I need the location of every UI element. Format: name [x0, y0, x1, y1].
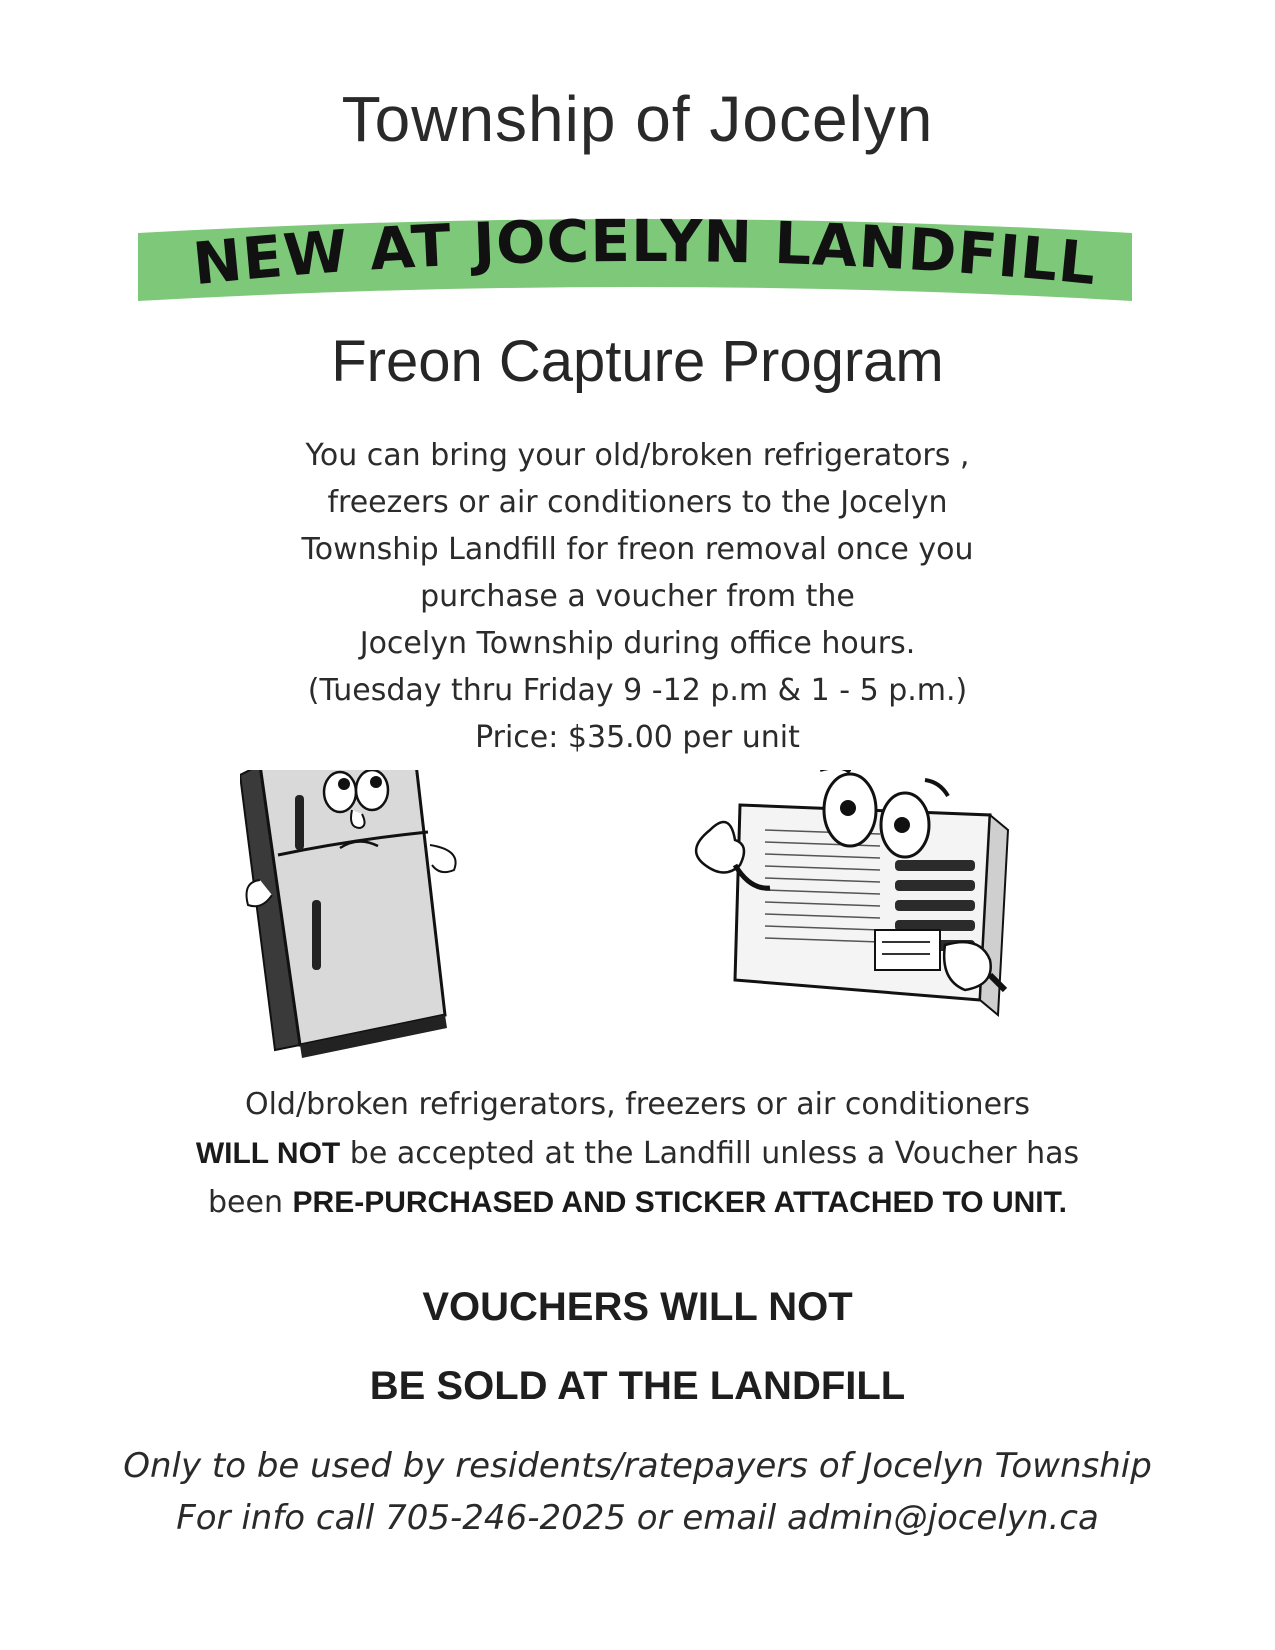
- notice-line-2: [0, 1129, 1275, 1178]
- intro-line: You can bring your old/broken refrigerators ,: [305, 438, 970, 473]
- refrigerator-icon: [240, 770, 490, 1060]
- footer-info: [0, 1440, 1275, 1544]
- warning-line-2: BE SOLD AT THE LANDFILL: [369, 1364, 906, 1408]
- intro-line: Township Landfill for freon removal once you: [301, 532, 974, 567]
- voucher-warning: [0, 1268, 1275, 1426]
- intro-line: Jocelyn Township during office hours.: [359, 626, 916, 661]
- intro-text: [0, 432, 1275, 761]
- banner-graphic: [130, 205, 1150, 325]
- intro-line: purchase a voucher from the: [420, 579, 855, 614]
- air-conditioner-icon: [690, 770, 1050, 1050]
- notice-emphasis-will-not: WILL NOT: [195, 1137, 341, 1170]
- notice-line-3: [0, 1178, 1275, 1227]
- refrigerator-illustration: [240, 770, 490, 1060]
- footer-contact-line: For info call 705-246-2025 or email admin@jocelyn.ca: [176, 1498, 1099, 1538]
- page-title: Township of Jocelyn: [341, 83, 934, 155]
- page-subtitle: Freon Capture Program: [331, 329, 944, 394]
- air-conditioner-illustration: [690, 770, 1050, 1050]
- warning-line-1: VOUCHERS WILL NOT: [422, 1285, 853, 1329]
- intro-line: (Tuesday thru Friday 9 -12 p.m & 1 - 5 p.m.): [307, 673, 968, 708]
- banner-text-path: NEW AT JOCELYN LANDFILL: [189, 206, 1100, 299]
- notice-line-3-start: been: [208, 1185, 293, 1220]
- notice-line-2-rest: be accepted at the Landfill unless a Voucher has: [340, 1136, 1080, 1171]
- price-line: Price: $35.00 per unit: [475, 720, 800, 755]
- notice-text: [0, 1080, 1275, 1227]
- intro-line: freezers or air conditioners to the Jocelyn: [327, 485, 948, 520]
- banner: [130, 205, 1150, 325]
- footer-residents-line: Only to be used by residents/ratepayers of Jocelyn Township: [123, 1446, 1152, 1486]
- notice-emphasis-prepurchased: PRE-PURCHASED AND STICKER ATTACHED TO UNIT.: [292, 1186, 1067, 1219]
- notice-line-1: Old/broken refrigerators, freezers or air conditioners: [244, 1087, 1030, 1122]
